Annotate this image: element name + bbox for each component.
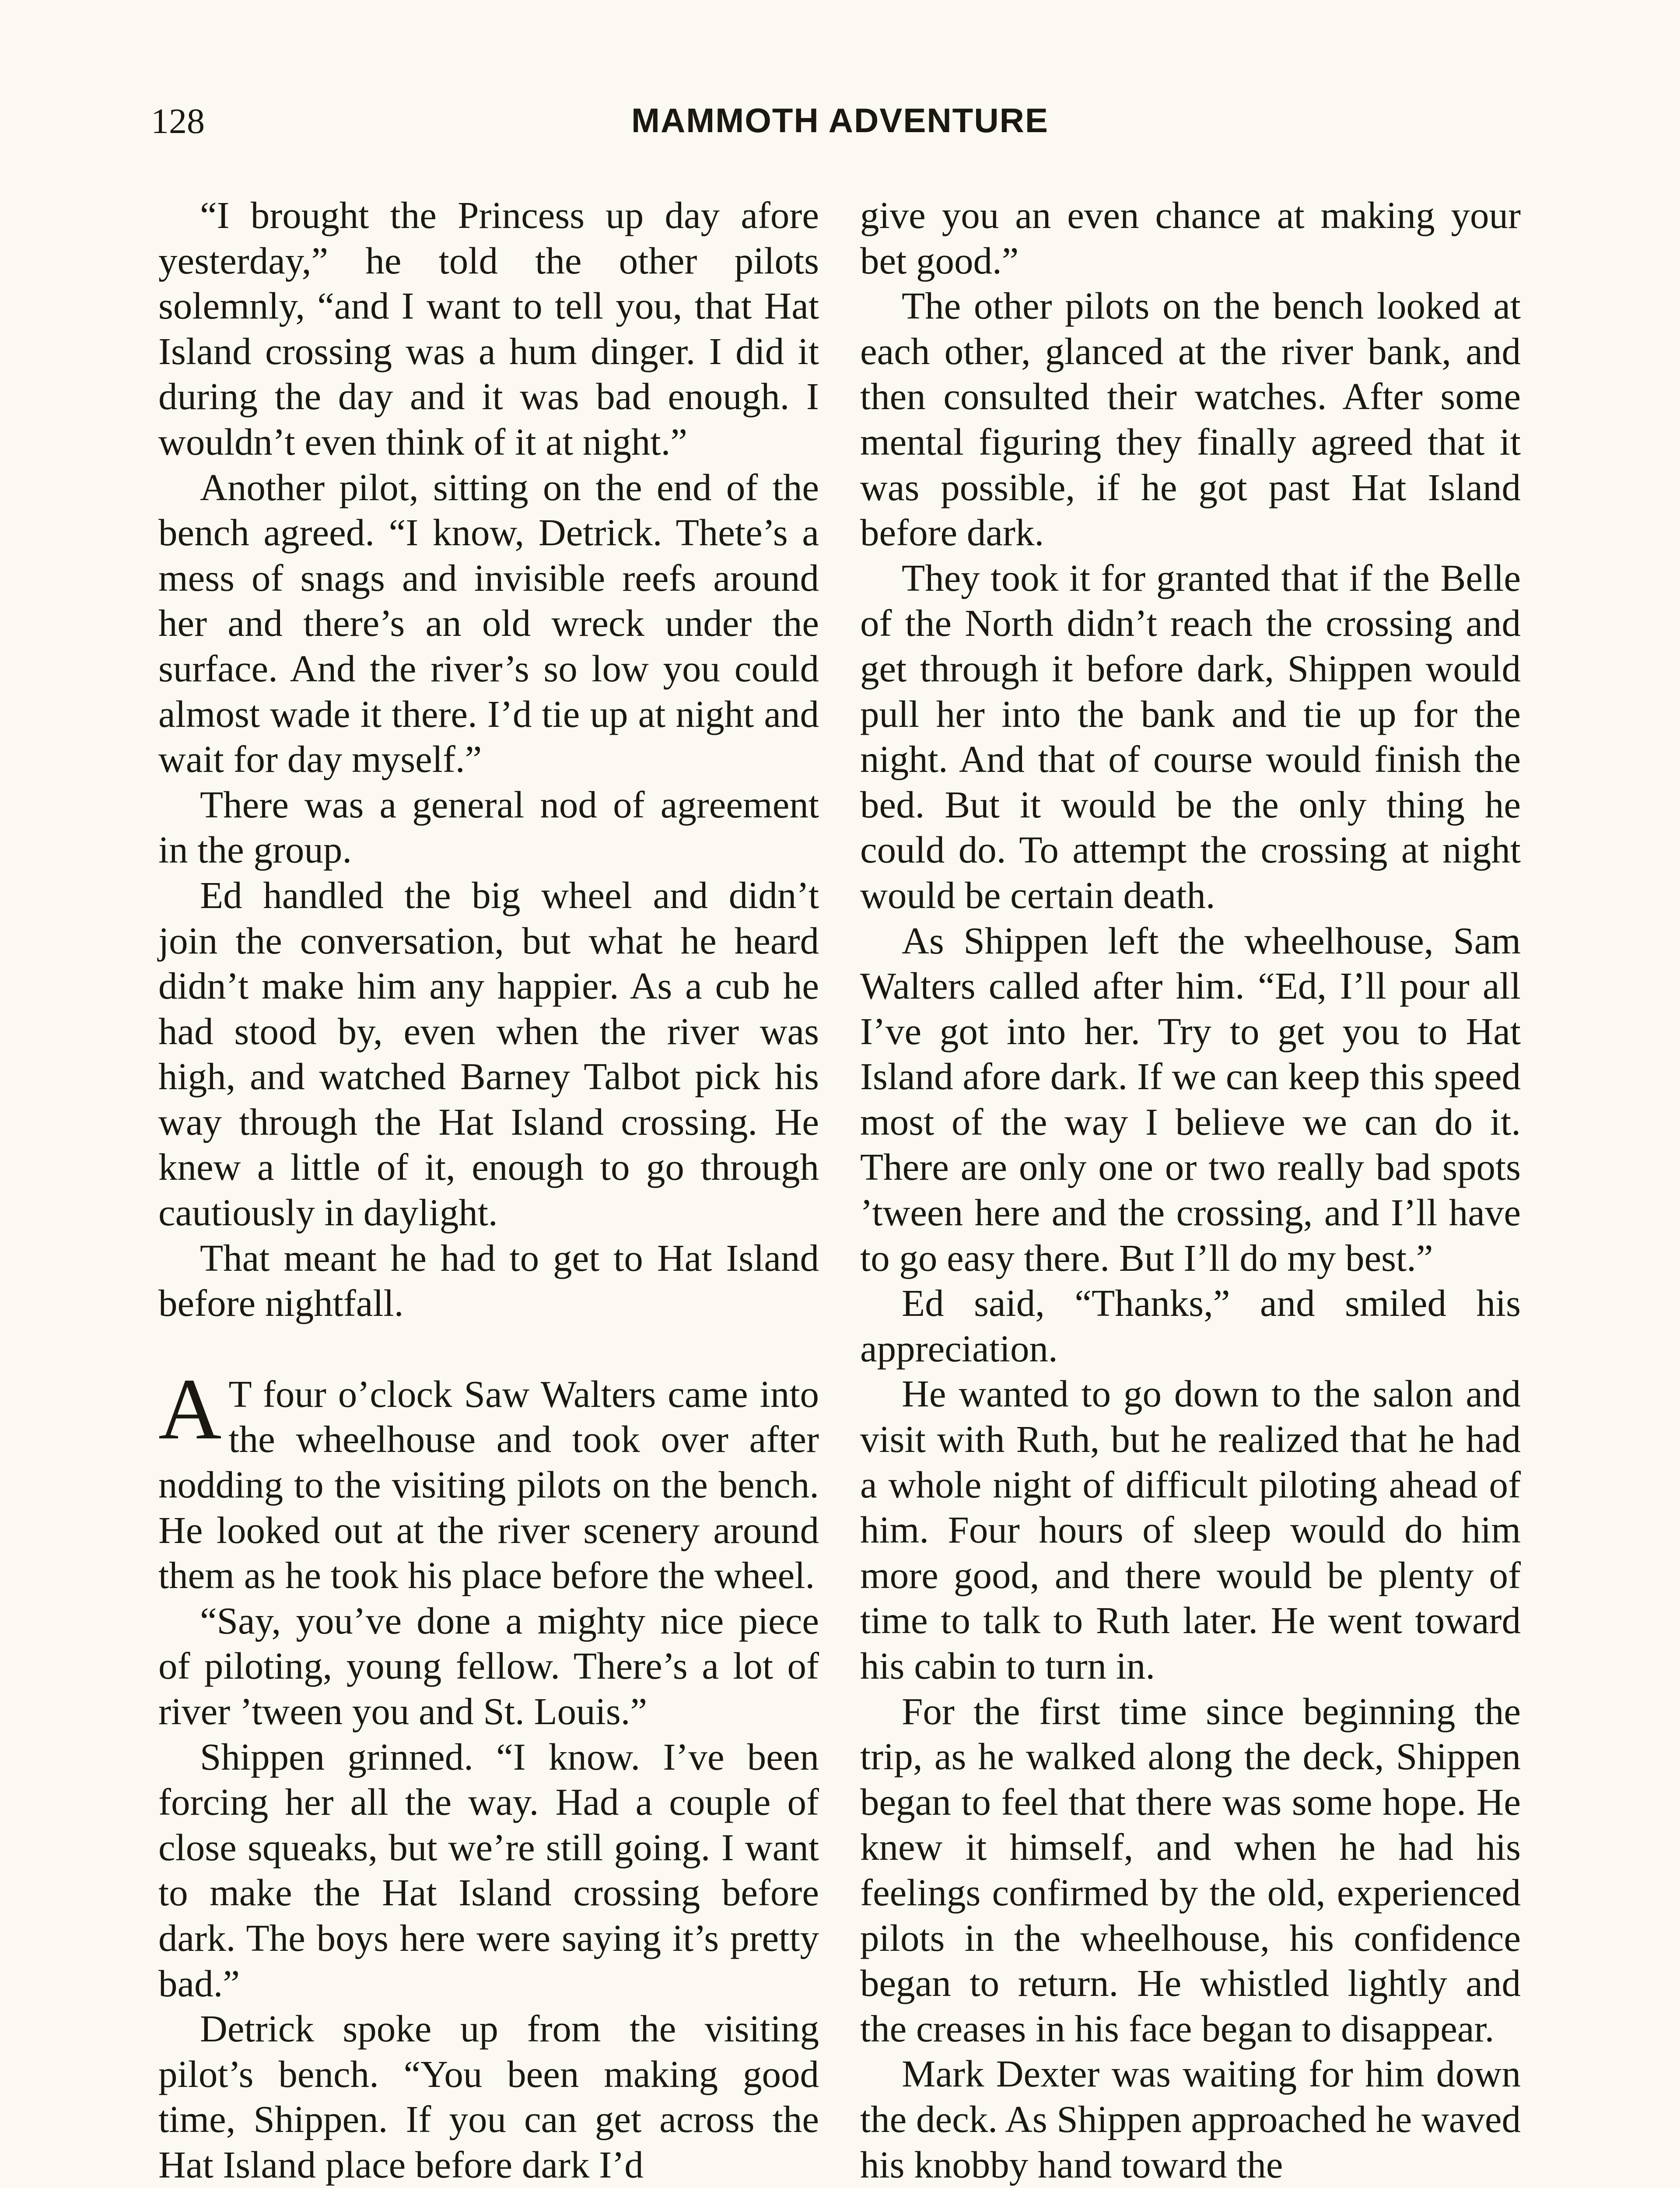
paragraph: As Shippen left the wheelhouse, Sam Walters called after him. “Ed, I’ll pour all I’ve got into her. Try to get you to Hat Island afore dark. If we can keep this speed most of the way I believe we can do it. There are only one or two really bad spots ’tween here and the crossing, and I’ll have to go easy there. But I’ll do my best.” [860, 919, 1521, 1279]
paragraph: Ed handled the big wheel and didn’t join the conversation, but what he heard didn’t make him any happier. As a cub he had stood by, even when the river was high, and watched Barney Talbot pick his way through the Hat Island crossing. He knew a little of it, enough to go through cautiously in daylight. [158, 873, 819, 1234]
paragraph: “I brought the Princess up day afore yesterday,” he told the other pilots solemnly, “and I want to tell you, that Hat Island crossing was a hum dinger. I did it during the day and it was bad enough. I wouldn’t even think of it at night.” [158, 194, 819, 463]
paragraph-text: T four o’clock Saw Walters came into the wheelhouse and took over after nodding to the visiting pilots on the bench. He looked out at the river scenery around them as he took his place before the wheel. [158, 1372, 819, 1597]
right-column [860, 193, 1521, 2187]
paragraph: They took it for granted that if the Belle of the North didn’t reach the crossing and get through it before dark, Shippen would pull her into the bank and tie up for the night. And that of course would finish the bed. But it would be the only thing he could do. To attempt the crossing at night would be certain death. [860, 556, 1521, 916]
left-column [158, 193, 819, 2188]
paragraph: “Say, you’ve done a mighty nice piece of piloting, young fellow. There’s a lot of river ’tween you and St. Louis.” [158, 1599, 819, 1732]
paragraph: Shippen grinned. “I know. I’ve been forcing her all the way. Had a couple of close squeaks, but we’re still going. I want to make the Hat Island crossing before dark. The boys here were saying it’s pretty bad.” [158, 1735, 819, 2005]
section-opening-paragraph [158, 1360, 819, 1598]
paragraph: For the first time since beginning the trip, as he walked along the deck, Shippen began to feel that there was some hope. He knew it himself, and when he had his feelings confirmed by the old, experienced pilots in the wheelhouse, his confidence began to return. He whistled lightly and the creases in his face began to disappear. [860, 1690, 1521, 2050]
paragraph: That meant he had to get to Hat Island before nightfall. [158, 1236, 819, 1325]
paragraph: Mark Dexter was waiting for him down the deck. As Shippen approached he waved his knobby hand toward the [860, 2052, 1521, 2186]
page-number: 128 [151, 101, 205, 141]
running-head: MAMMOTH ADVENTURE [631, 101, 1049, 140]
paragraph: The other pilots on the bench looked at each other, glanced at the river bank, and then consulted their watches. After some mental figuring they finally agreed that it was possible, if he got past Hat Island before dark. [860, 284, 1521, 554]
drop-cap: A [158, 1360, 222, 1458]
paragraph: give you an even chance at making your bet good.” [860, 194, 1521, 282]
paragraph: Detrick spoke up from the visiting pilot’s bench. “You been making good time, Shippen. If you can get across the Hat Island place before dark I’d [158, 2007, 819, 2186]
paragraph: Ed said, “Thanks,” and smiled his appreciation. [860, 1282, 1521, 1370]
paragraph: Another pilot, sitting on the end of the bench agreed. “I know, Detrick. Thete’s a mess of snags and invisible reefs around her and there’s an old wreck under the surface. And the river’s so low you could almost wade it there. I’d tie up at night and wait for day myself.” [158, 466, 819, 781]
paragraph: He wanted to go down to the salon and visit with Ruth, but he realized that he had a whole night of difficult piloting ahead of him. Four hours of sleep would do him more good, and there would be plenty of time to talk to Ruth later. He went toward his cabin to turn in. [860, 1372, 1521, 1687]
paragraph: There was a general nod of agreement in the group. [158, 783, 819, 871]
